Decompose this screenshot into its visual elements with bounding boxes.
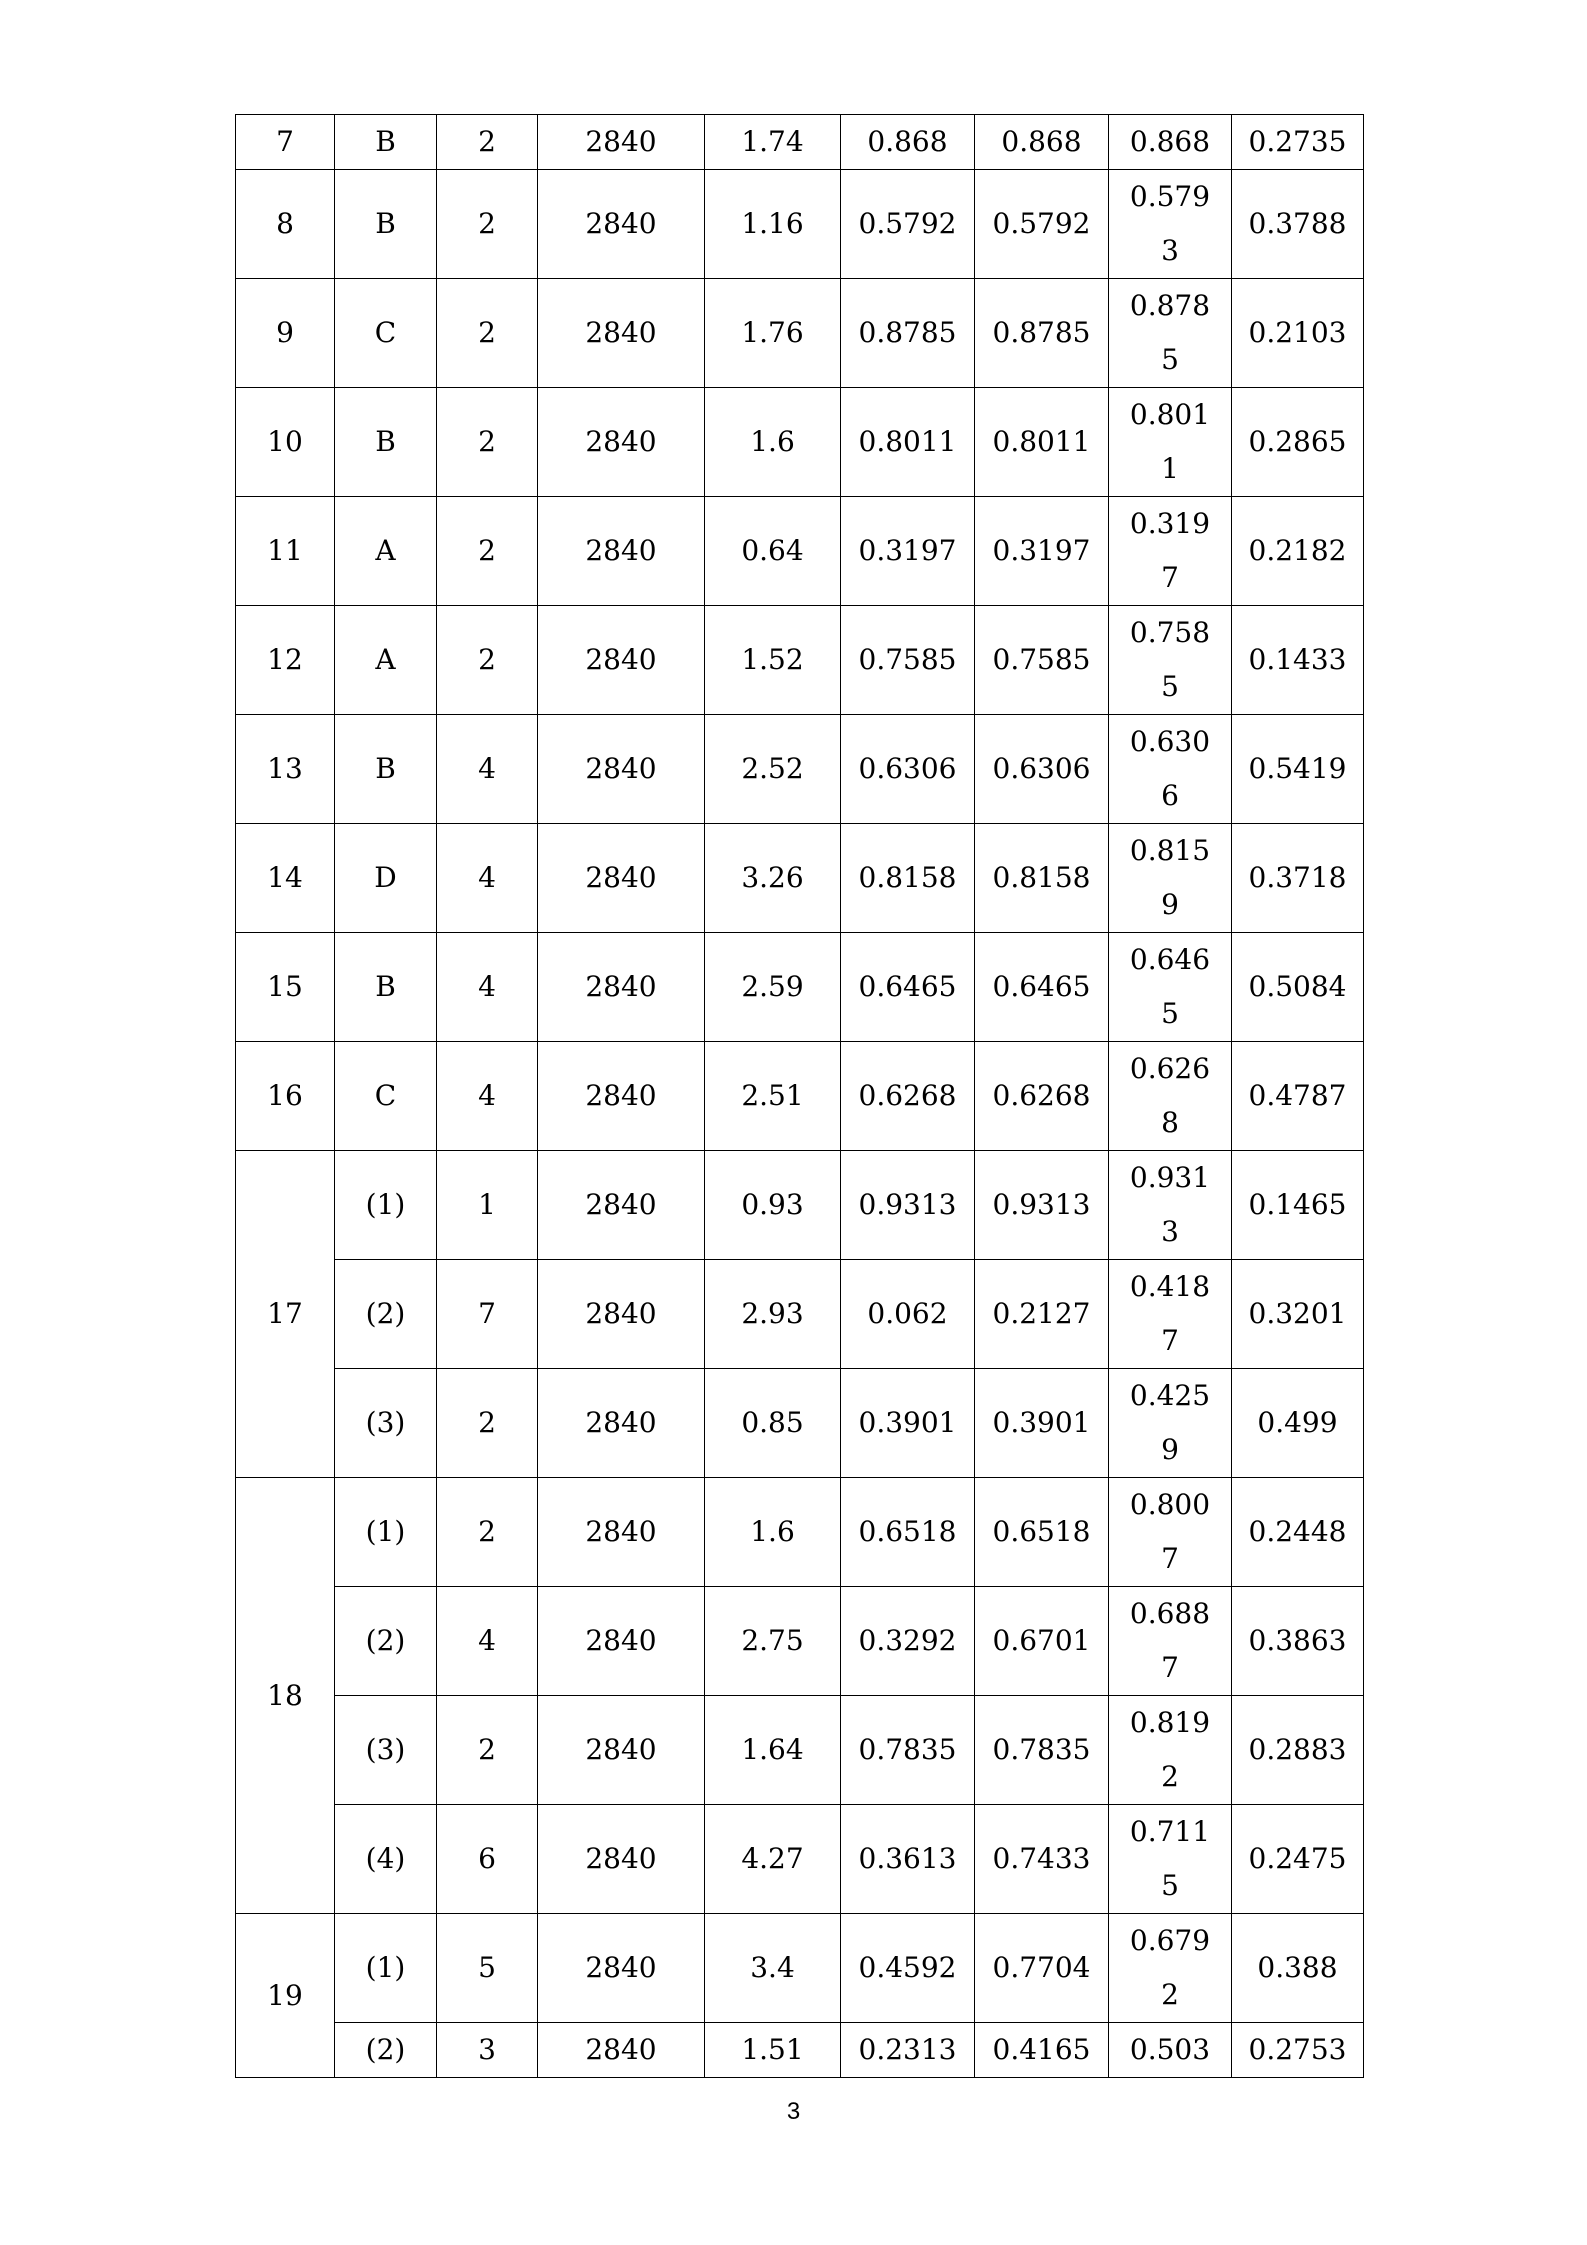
table-cell-value-b: 0.6518 [975,1478,1109,1587]
table-row [236,824,1364,933]
table-cell-value-a: 0.6268 [841,1042,975,1151]
table-cell-score: 2 [437,170,538,279]
table-cell-average: 2.52 [705,715,841,824]
table-cell-score: 4 [437,1587,538,1696]
table-cell-value-a: 0.062 [841,1260,975,1369]
table-cell-option: (2) [335,1587,437,1696]
table-cell-average: 1.6 [705,1478,841,1587]
table-cell-value-a: 0.2313 [841,2023,975,2078]
table-cell-score: 4 [437,715,538,824]
table-row [236,1696,1364,1805]
table-cell-value-d: 0.2883 [1232,1696,1364,1805]
table-cell-average: 1.64 [705,1696,841,1805]
table-cell-no: 19 [236,1914,335,2078]
table-cell-value-d: 0.2103 [1232,279,1364,388]
table-cell-value-a: 0.6306 [841,715,975,824]
table-cell-count: 2840 [538,1151,705,1260]
table-cell-value-c: 0.4259 [1109,1369,1232,1478]
table-cell-value-b: 0.8158 [975,824,1109,933]
table-row [236,1260,1364,1369]
table-cell-value-c: 0.8011 [1109,388,1232,497]
table-cell-value-a: 0.4592 [841,1914,975,2023]
table-cell-no: 10 [236,388,335,497]
table-cell-option: B [335,388,437,497]
table-cell-average: 2.51 [705,1042,841,1151]
table-cell-value-b: 0.6701 [975,1587,1109,1696]
table-cell-option: (4) [335,1805,437,1914]
table-cell-value-c: 0.3197 [1109,497,1232,606]
table-cell-value-b: 0.6306 [975,715,1109,824]
table-cell-score: 2 [437,1369,538,1478]
table-row [236,933,1364,1042]
table-cell-count: 2840 [538,388,705,497]
table-cell-value-a: 0.7585 [841,606,975,715]
table-cell-average: 0.64 [705,497,841,606]
table-cell-value-a: 0.7835 [841,1696,975,1805]
table-cell-value-b: 0.5792 [975,170,1109,279]
table-cell-no: 16 [236,1042,335,1151]
table-cell-count: 2840 [538,2023,705,2078]
table-cell-count: 2840 [538,1478,705,1587]
table-cell-value-b: 0.7835 [975,1696,1109,1805]
table-row [236,715,1364,824]
table-cell-score: 4 [437,1042,538,1151]
table-cell-score: 2 [437,115,538,170]
table-cell-no: 8 [236,170,335,279]
table-cell-score: 2 [437,1696,538,1805]
table-cell-value-b: 0.868 [975,115,1109,170]
table-cell-no: 15 [236,933,335,1042]
table-cell-value-c: 0.6887 [1109,1587,1232,1696]
table-cell-value-a: 0.9313 [841,1151,975,1260]
table-cell-count: 2840 [538,933,705,1042]
table-cell-average: 0.85 [705,1369,841,1478]
table-cell-value-d: 0.1465 [1232,1151,1364,1260]
table-cell-no: 9 [236,279,335,388]
table-cell-option: B [335,115,437,170]
table-cell-value-d: 0.388 [1232,1914,1364,2023]
table-cell-average: 1.51 [705,2023,841,2078]
table-cell-value-b: 0.7433 [975,1805,1109,1914]
table-cell-value-c: 0.8785 [1109,279,1232,388]
table-cell-option: B [335,715,437,824]
table-cell-value-d: 0.4787 [1232,1042,1364,1151]
table-row [236,2023,1364,2078]
table-cell-value-c: 0.8159 [1109,824,1232,933]
table-row [236,497,1364,606]
table-cell-value-b: 0.3901 [975,1369,1109,1478]
table-cell-value-c: 0.503 [1109,2023,1232,2078]
table-cell-value-c: 0.8192 [1109,1696,1232,1805]
table-row [236,279,1364,388]
table-cell-no: 7 [236,115,335,170]
table-cell-score: 2 [437,388,538,497]
table-cell-value-b: 0.2127 [975,1260,1109,1369]
table-row [236,1042,1364,1151]
table-cell-count: 2840 [538,715,705,824]
table-cell-value-c: 0.7585 [1109,606,1232,715]
table-cell-score: 5 [437,1914,538,2023]
table-cell-value-b: 0.7585 [975,606,1109,715]
table-cell-value-b: 0.9313 [975,1151,1109,1260]
table-cell-count: 2840 [538,170,705,279]
table-row [236,606,1364,715]
table-row [236,1805,1364,1914]
table-cell-value-d: 0.1433 [1232,606,1364,715]
table-cell-value-c: 0.9313 [1109,1151,1232,1260]
table-cell-no: 17 [236,1151,335,1478]
table-cell-no: 13 [236,715,335,824]
table-cell-option: C [335,279,437,388]
table-cell-average: 2.93 [705,1260,841,1369]
table-cell-count: 2840 [538,1805,705,1914]
table-cell-score: 6 [437,1805,538,1914]
table-cell-value-d: 0.3863 [1232,1587,1364,1696]
table-cell-average: 3.4 [705,1914,841,2023]
table-cell-value-a: 0.3613 [841,1805,975,1914]
table-cell-average: 2.59 [705,933,841,1042]
table-cell-average: 2.75 [705,1587,841,1696]
table-cell-score: 4 [437,824,538,933]
table-cell-value-a: 0.868 [841,115,975,170]
table-cell-no: 11 [236,497,335,606]
table-cell-value-a: 0.8158 [841,824,975,933]
table-cell-score: 2 [437,497,538,606]
table-cell-option: (1) [335,1914,437,2023]
table-cell-option: (3) [335,1696,437,1805]
table-cell-option: (1) [335,1151,437,1260]
table-cell-value-d: 0.2475 [1232,1805,1364,1914]
table-cell-count: 2840 [538,1914,705,2023]
table-cell-score: 2 [437,279,538,388]
table-cell-value-d: 0.2865 [1232,388,1364,497]
table-cell-value-a: 0.3901 [841,1369,975,1478]
table-cell-value-a: 0.6465 [841,933,975,1042]
table-cell-value-d: 0.2448 [1232,1478,1364,1587]
table-cell-value-b: 0.6465 [975,933,1109,1042]
table-cell-average: 1.74 [705,115,841,170]
table-cell-count: 2840 [538,279,705,388]
page-number: 3 [786,2098,801,2125]
table-cell-value-b: 0.8785 [975,279,1109,388]
table-cell-option: (2) [335,2023,437,2078]
table-cell-value-d: 0.3718 [1232,824,1364,933]
table-cell-option: A [335,606,437,715]
table-cell-option: (1) [335,1478,437,1587]
table-cell-value-b: 0.8011 [975,388,1109,497]
table-cell-value-d: 0.5084 [1232,933,1364,1042]
table-cell-option: B [335,170,437,279]
table-cell-value-c: 0.7115 [1109,1805,1232,1914]
table-cell-score: 1 [437,1151,538,1260]
data-table [235,114,1364,2078]
table-row [236,1151,1364,1260]
table-cell-value-c: 0.5793 [1109,170,1232,279]
table-cell-average: 3.26 [705,824,841,933]
table-cell-count: 2840 [538,1369,705,1478]
table-cell-value-a: 0.3197 [841,497,975,606]
table-cell-option: (2) [335,1260,437,1369]
table-cell-option: C [335,1042,437,1151]
table-cell-value-d: 0.5419 [1232,715,1364,824]
table-cell-average: 1.16 [705,170,841,279]
table-cell-average: 1.6 [705,388,841,497]
table-cell-value-a: 0.8011 [841,388,975,497]
table-cell-average: 1.52 [705,606,841,715]
table-row [236,1914,1364,2023]
table-cell-value-a: 0.6518 [841,1478,975,1587]
table-cell-value-c: 0.8007 [1109,1478,1232,1587]
table-cell-value-c: 0.6792 [1109,1914,1232,2023]
table-cell-value-a: 0.5792 [841,170,975,279]
table-row [236,115,1364,170]
table-row [236,170,1364,279]
table-cell-score: 3 [437,2023,538,2078]
table-cell-value-b: 0.4165 [975,2023,1109,2078]
table-cell-value-a: 0.3292 [841,1587,975,1696]
table-cell-option: B [335,933,437,1042]
table-cell-score: 2 [437,1478,538,1587]
table-cell-option: A [335,497,437,606]
table-cell-average: 0.93 [705,1151,841,1260]
table-cell-count: 2840 [538,1696,705,1805]
table-cell-value-d: 0.499 [1232,1369,1364,1478]
table-cell-option: D [335,824,437,933]
table-cell-count: 2840 [538,1587,705,1696]
table-cell-count: 2840 [538,1042,705,1151]
table-cell-score: 4 [437,933,538,1042]
table-cell-count: 2840 [538,606,705,715]
table-cell-no: 12 [236,606,335,715]
table-row [236,388,1364,497]
table-cell-value-b: 0.7704 [975,1914,1109,2023]
table-cell-count: 2840 [538,824,705,933]
table-cell-value-c: 0.868 [1109,115,1232,170]
table-cell-value-d: 0.3201 [1232,1260,1364,1369]
table-row [236,1369,1364,1478]
table-cell-value-d: 0.2182 [1232,497,1364,606]
table-cell-no: 14 [236,824,335,933]
table-cell-count: 2840 [538,115,705,170]
table-cell-value-d: 0.2735 [1232,115,1364,170]
table-cell-no: 18 [236,1478,335,1914]
table-cell-value-c: 0.6306 [1109,715,1232,824]
table-cell-value-d: 0.2753 [1232,2023,1364,2078]
table-cell-value-b: 0.6268 [975,1042,1109,1151]
table-cell-option: (3) [335,1369,437,1478]
table-cell-score: 2 [437,606,538,715]
table-cell-value-c: 0.6268 [1109,1042,1232,1151]
table-cell-count: 2840 [538,1260,705,1369]
table-cell-average: 1.76 [705,279,841,388]
table-cell-value-a: 0.8785 [841,279,975,388]
table-cell-count: 2840 [538,497,705,606]
table-cell-value-c: 0.4187 [1109,1260,1232,1369]
table-cell-average: 4.27 [705,1805,841,1914]
table-cell-value-b: 0.3197 [975,497,1109,606]
table-row [236,1587,1364,1696]
table-row [236,1478,1364,1587]
table-cell-value-c: 0.6465 [1109,933,1232,1042]
table-cell-score: 7 [437,1260,538,1369]
table-cell-value-d: 0.3788 [1232,170,1364,279]
